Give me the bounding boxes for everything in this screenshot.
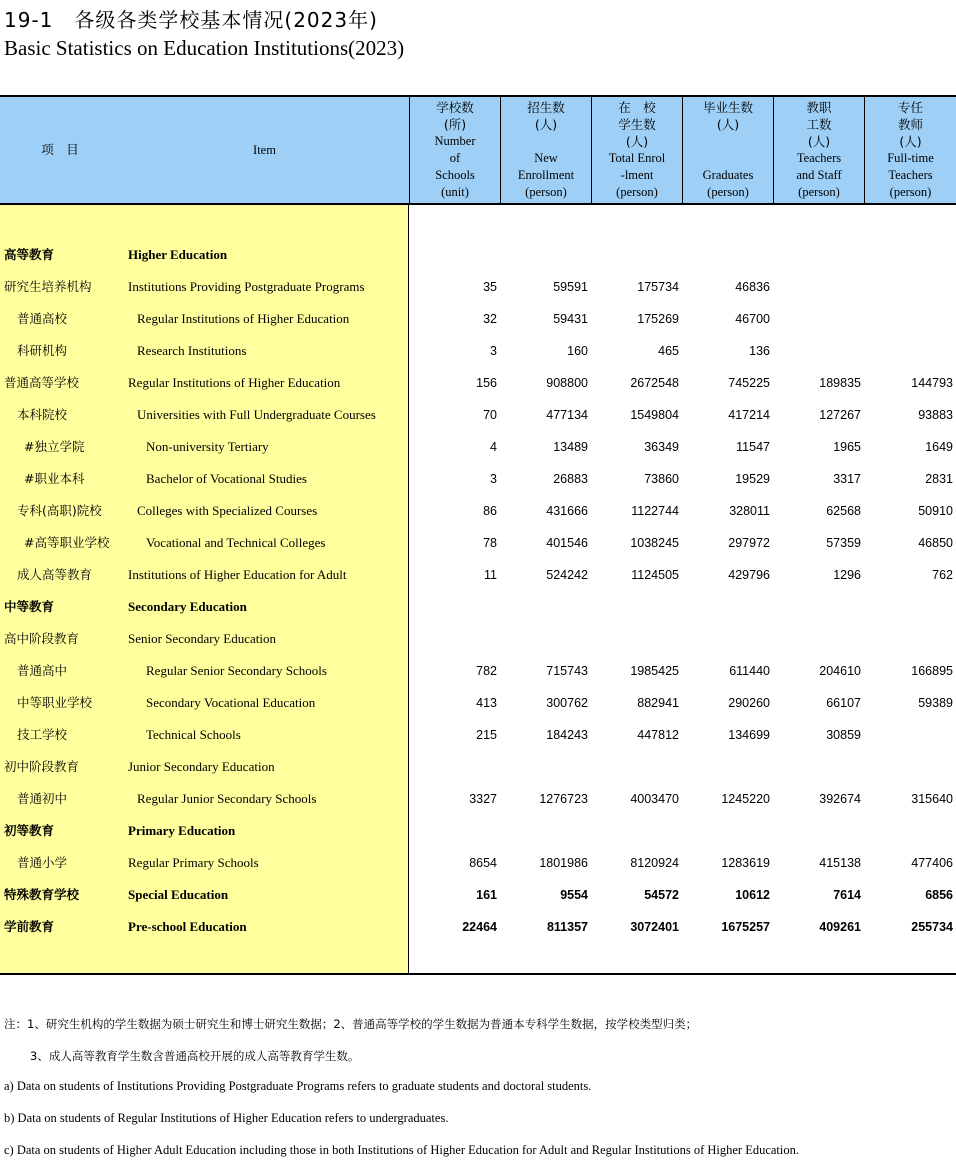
cell-value: 300762	[546, 696, 588, 710]
cell-value: 3327	[469, 792, 497, 806]
row-label-en: Higher Education	[128, 247, 228, 262]
cell-value: 73860	[644, 472, 679, 486]
cell-value: 8654	[469, 856, 497, 870]
table-row	[0, 303, 956, 335]
cell-value: 524242	[546, 568, 588, 582]
cell-value: 204610	[819, 664, 861, 678]
row-label-en: Regular Junior Secondary Schools	[137, 791, 317, 806]
cell-value: 46850	[918, 536, 953, 550]
row-label-en: Primary Education	[128, 823, 236, 838]
cell-value: 184243	[546, 728, 588, 742]
cell-value: 59431	[553, 312, 588, 326]
cell-value: 136	[749, 344, 770, 358]
cell-value: 401546	[546, 536, 588, 550]
row-label-cn: 学前教育	[4, 919, 55, 934]
cell-value: 477406	[911, 856, 953, 870]
cell-value: 175734	[637, 280, 679, 294]
cell-value: 1549804	[630, 408, 679, 422]
row-label-cn: #高等职业学校	[24, 535, 110, 550]
cell-value: 11547	[736, 440, 770, 454]
row-label-en: Special Education	[128, 887, 229, 902]
note-en-b: b) Data on students of Regular Institutions of Higher Education refers to undergraduates.	[4, 1111, 449, 1125]
cell-value: 1296	[833, 568, 861, 582]
page-title-cn: 19-1 各级各类学校基本情况(2023年)	[4, 8, 378, 32]
table-row	[0, 367, 956, 399]
cell-value: 447812	[637, 728, 679, 742]
table-row	[0, 911, 956, 943]
cell-value: 315640	[911, 792, 953, 806]
header-item-en: Item	[253, 142, 276, 157]
cell-value: 1276723	[539, 792, 588, 806]
note-en-c: c) Data on students of Higher Adult Education including those in both Institutions of Higher Education for Adult and Regular Institutions of Higher Education.	[4, 1143, 800, 1157]
cell-value: 134699	[728, 728, 770, 742]
table-bottom-rule	[0, 973, 956, 975]
cell-value: 46836	[735, 280, 770, 294]
table-row	[0, 783, 956, 815]
cell-value: 144793	[911, 376, 953, 390]
cell-value: 1283619	[721, 856, 770, 870]
note-en-a: a) Data on students of Institutions Providing Postgraduate Programs refers to graduate students and doctoral students.	[4, 1079, 592, 1093]
note-cn-2: 3、成人高等教育学生数含普通高校开展的成人高等教育学生数。	[30, 1049, 360, 1063]
table-row	[0, 495, 956, 527]
table-row	[0, 527, 956, 559]
cell-value: 10612	[735, 888, 770, 902]
table-row	[0, 751, 956, 783]
row-label-en: Senior Secondary Education	[128, 631, 277, 646]
table-row	[0, 399, 956, 431]
table-row	[0, 335, 956, 367]
header-col-4: 毕业生数 (人) Graduates (person)	[682, 97, 773, 203]
cell-value: 1801986	[539, 856, 588, 870]
cell-value: 26883	[553, 472, 588, 486]
cell-value: 215	[476, 728, 497, 742]
row-label-cn: 普通初中	[17, 791, 68, 806]
cell-value: 4	[490, 440, 497, 454]
cell-value: 3	[490, 344, 497, 358]
cell-value: 50910	[918, 504, 953, 518]
cell-value: 13489	[553, 440, 588, 454]
cell-value: 161	[476, 888, 497, 902]
row-label-cn: 特殊教育学校	[4, 887, 80, 902]
cell-value: 908800	[546, 376, 588, 390]
row-label-en: Secondary Vocational Education	[146, 695, 316, 710]
cell-value: 59591	[553, 280, 588, 294]
cell-value: 465	[658, 344, 679, 358]
cell-value: 32	[483, 312, 497, 326]
cell-value: 290260	[728, 696, 770, 710]
row-label-en: Junior Secondary Education	[128, 759, 275, 774]
cell-value: 19529	[735, 472, 770, 486]
row-label-en: Vocational and Technical Colleges	[146, 535, 326, 550]
table-row	[0, 559, 956, 591]
header-col-6: 专任 教师 (人) Full-time Teachers (person)	[864, 97, 956, 203]
cell-value: 175269	[637, 312, 679, 326]
cell-value: 30859	[826, 728, 861, 742]
row-label-en: Regular Institutions of Higher Education	[137, 311, 350, 326]
cell-value: 127267	[819, 408, 861, 422]
row-label-en: Pre-school Education	[128, 919, 247, 934]
row-label-en: Research Institutions	[137, 343, 247, 358]
row-label-cn: #独立学院	[24, 439, 85, 454]
row-label-cn: 普通高校	[17, 311, 68, 326]
cell-value: 3072401	[630, 920, 679, 934]
row-label-en: Regular Senior Secondary Schools	[146, 663, 327, 678]
row-label-en: Technical Schools	[146, 727, 241, 742]
row-label-cn: 中等职业学校	[17, 695, 93, 710]
cell-value: 1675257	[721, 920, 770, 934]
cell-value: 93883	[918, 408, 953, 422]
row-label-cn: 初等教育	[4, 823, 55, 838]
cell-value: 70	[483, 408, 497, 422]
cell-value: 6856	[925, 888, 953, 902]
cell-value: 409261	[819, 920, 861, 934]
cell-value: 9554	[560, 888, 588, 902]
cell-value: 22464	[462, 920, 497, 934]
cell-value: 415138	[819, 856, 861, 870]
cell-value: 35	[483, 280, 497, 294]
cell-value: 2831	[925, 472, 953, 486]
table-row	[0, 463, 956, 495]
row-label-cn: 技工学校	[17, 727, 68, 742]
cell-value: 715743	[546, 664, 588, 678]
row-label-en: Institutions of Higher Education for Adult	[128, 567, 347, 582]
header-item-cn: 项 目	[41, 142, 79, 157]
cell-value: 297972	[728, 536, 770, 550]
cell-value: 611440	[729, 664, 770, 678]
cell-value: 882941	[637, 696, 679, 710]
row-label-en: Bachelor of Vocational Studies	[146, 471, 307, 486]
cell-value: 2672548	[630, 376, 679, 390]
cell-value: 413	[476, 696, 497, 710]
row-label-cn: 初中阶段教育	[4, 759, 80, 774]
cell-value: 429796	[728, 568, 770, 582]
cell-value: 66107	[826, 696, 861, 710]
cell-value: 782	[476, 664, 497, 678]
cell-value: 392674	[819, 792, 861, 806]
cell-value: 36349	[644, 440, 679, 454]
page-title-en: Basic Statistics on Education Institutions(2023)	[4, 36, 405, 60]
table-row	[0, 239, 956, 271]
header-col-5: 教职 工数 (人) Teachers and Staff (person)	[773, 97, 864, 203]
row-label-cn: 普通高等学校	[4, 375, 80, 390]
cell-value: 78	[483, 536, 497, 550]
cell-value: 762	[932, 568, 953, 582]
row-label-cn: 高等教育	[4, 247, 55, 262]
header-col-3: 在 校 学生数 (人) Total Enrol -lment (person)	[591, 97, 682, 203]
cell-value: 3317	[833, 472, 861, 486]
note-cn-1: 注：1、研究生机构的学生数据为硕士研究生和博士研究生数据；2、普通高等学校的学生数据为普通本专科学生数据，按学校类型归类；	[4, 1017, 698, 1031]
cell-value: 1038245	[630, 536, 679, 550]
row-label-cn: 中等教育	[4, 599, 55, 614]
row-label-en: Regular Institutions of Higher Education	[128, 375, 341, 390]
cell-value: 1122744	[631, 504, 679, 518]
row-label-en: Secondary Education	[128, 599, 247, 614]
cell-value: 811357	[546, 920, 588, 934]
row-label-cn: 普通小学	[17, 855, 68, 870]
row-label-cn: 本科院校	[17, 407, 68, 422]
cell-value: 745225	[728, 376, 770, 390]
row-label-cn: 高中阶段教育	[4, 631, 80, 646]
row-label-en: Regular Primary Schools	[128, 855, 259, 870]
cell-value: 7614	[833, 888, 861, 902]
cell-value: 62568	[826, 504, 861, 518]
row-label-cn: 成人高等教育	[17, 567, 93, 582]
row-label-cn: 研究生培养机构	[4, 279, 92, 294]
row-label-cn: 专科(高职)院校	[17, 503, 102, 518]
cell-value: 189835	[819, 376, 861, 390]
cell-value: 57359	[826, 536, 861, 550]
cell-value: 160	[567, 344, 588, 358]
cell-value: 417214	[728, 408, 770, 422]
table-row	[0, 431, 956, 463]
header-col-2: 招生数 (人) New Enrollment (person)	[500, 97, 591, 203]
table-header	[0, 95, 956, 205]
cell-value: 255734	[911, 920, 953, 934]
cell-value: 86	[483, 504, 497, 518]
cell-value: 1965	[833, 440, 861, 454]
cell-value: 166895	[911, 664, 953, 678]
table-row	[0, 655, 956, 687]
row-label-en: Institutions Providing Postgraduate Programs	[128, 279, 365, 294]
row-label-cn: 科研机构	[17, 343, 68, 358]
row-label-cn: #职业本科	[24, 471, 85, 486]
cell-value: 4003470	[630, 792, 679, 806]
cell-value: 431666	[546, 504, 588, 518]
table-row	[0, 879, 956, 911]
cell-value: 46700	[735, 312, 770, 326]
cell-value: 1649	[925, 440, 953, 454]
header-col-1: 学校数 (所) Number of Schools (unit)	[409, 97, 500, 203]
cell-value: 59389	[918, 696, 953, 710]
table-row	[0, 271, 956, 303]
cell-value: 54572	[644, 888, 679, 902]
row-label-cn: 普通高中	[17, 663, 68, 678]
cell-value: 1245220	[721, 792, 770, 806]
table-row	[0, 847, 956, 879]
cell-value: 328011	[729, 504, 770, 518]
cell-value: 477134	[546, 408, 588, 422]
cell-value: 3	[490, 472, 497, 486]
cell-value: 1124505	[631, 568, 679, 582]
row-label-en: Universities with Full Undergraduate Courses	[137, 407, 376, 422]
cell-value: 1985425	[630, 664, 679, 678]
cell-value: 156	[476, 376, 497, 390]
cell-value: 8120924	[630, 856, 679, 870]
table-row	[0, 591, 956, 623]
row-label-en: Non-university Tertiary	[146, 439, 269, 454]
table-row	[0, 719, 956, 751]
table-row	[0, 623, 956, 655]
row-label-en: Colleges with Specialized Courses	[137, 503, 318, 518]
table-row	[0, 687, 956, 719]
cell-value: 11	[484, 568, 497, 582]
table-row	[0, 815, 956, 847]
